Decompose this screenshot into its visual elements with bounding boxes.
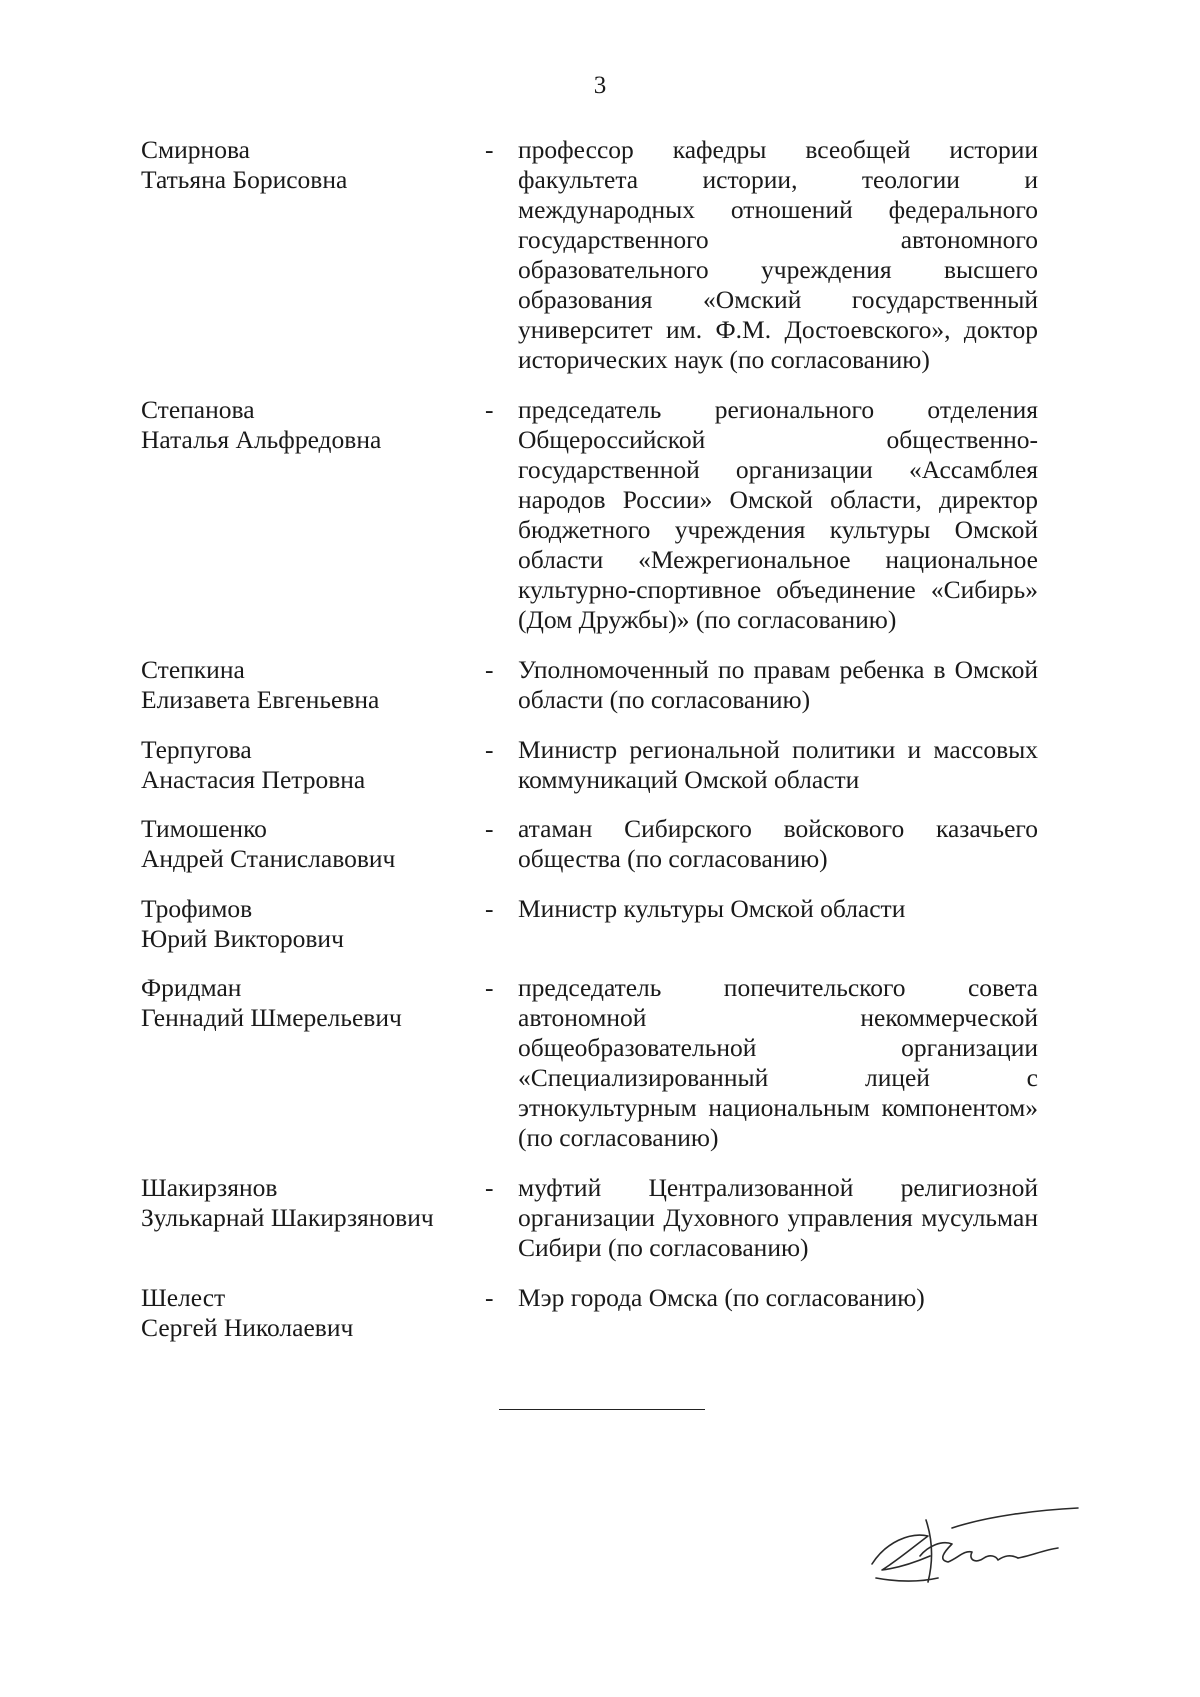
member-name xyxy=(141,395,471,455)
member-surname: Шакирзянов xyxy=(141,1173,278,1202)
member-entry xyxy=(141,135,1041,375)
member-name xyxy=(141,1173,471,1233)
member-surname: Смирнова xyxy=(141,135,250,164)
member-description: Министр региональной политики и массовых коммуникаций Омской области xyxy=(518,735,1038,794)
member-name xyxy=(141,814,471,874)
member-given-names: Елизавета Евгеньевна xyxy=(141,685,380,714)
member-given-names: Геннадий Шмерельевич xyxy=(141,1003,402,1032)
member-surname: Терпугова xyxy=(141,735,252,764)
member-dash: - xyxy=(485,973,494,1002)
member-name xyxy=(141,1283,471,1343)
member-entry xyxy=(141,1283,1041,1343)
member-dash: - xyxy=(485,395,494,424)
member-surname: Шелест xyxy=(141,1283,226,1312)
member-name xyxy=(141,735,471,795)
member-surname: Трофимов xyxy=(141,894,253,923)
member-given-names: Наталья Альфредовна xyxy=(141,425,382,454)
member-entry xyxy=(141,894,1041,954)
member-surname: Степкина xyxy=(141,655,245,684)
member-description: муфтий Централизованной религиозной организации Духовного управления мусульман Сибири (по согласованию) xyxy=(518,1173,1038,1262)
member-given-names: Зулькарнай Шакирзянович xyxy=(141,1203,434,1232)
member-entry xyxy=(141,395,1041,635)
member-given-names: Сергей Николаевич xyxy=(141,1313,354,1342)
member-dash: - xyxy=(485,135,494,164)
member-given-names: Андрей Станиславович xyxy=(141,844,396,873)
closing-rule xyxy=(499,1409,705,1410)
member-given-names: Анастасия Петровна xyxy=(141,765,366,794)
member-entry xyxy=(141,814,1041,874)
member-description: Уполномоченный по правам ребенка в Омской области (по согласованию) xyxy=(518,655,1038,714)
member-dash: - xyxy=(485,655,494,684)
member-description: Министр культуры Омской области xyxy=(518,894,906,923)
member-description: председатель попечительского совета автономной некоммерческой общеобразовательной организации «Специализированный лицей с этнокультурным национальным компонентом» (по согласованию) xyxy=(518,973,1038,1152)
member-dash: - xyxy=(485,894,494,923)
member-entry xyxy=(141,973,1041,1153)
member-description: председатель регионального отделения Общероссийской общественно-государственной организации «Ассамблея народов России» Омской области, директор бюджетного учреждения культуры Омской области «Межрегиональное национальное культурно-спортивное объединение «Сибирь» (Дом Дружбы)» (по согласованию) xyxy=(518,395,1038,634)
member-entry xyxy=(141,1173,1041,1263)
handwritten-signature xyxy=(868,1498,1082,1590)
member-given-names: Татьяна Борисовна xyxy=(141,165,348,194)
member-surname: Тимошенко xyxy=(141,814,267,843)
member-given-names: Юрий Викторович xyxy=(141,924,344,953)
page-number: 3 xyxy=(593,72,607,99)
member-surname: Степанова xyxy=(141,395,255,424)
member-description: профессор кафедры всеобщей истории факультета истории, теологии и международных отношений федерального государственного автономного образовательного учреждения высшего образования «Омский государственный университет им. Ф.М. Достоевского», доктор исторических наук (по согласованию) xyxy=(518,135,1038,374)
member-name xyxy=(141,655,471,715)
member-dash: - xyxy=(485,1283,494,1312)
member-description: Мэр города Омска (по согласованию) xyxy=(518,1283,925,1312)
member-entry xyxy=(141,655,1041,715)
member-dash: - xyxy=(485,1173,494,1202)
member-dash: - xyxy=(485,814,494,843)
member-surname: Фридман xyxy=(141,973,242,1002)
member-name xyxy=(141,894,471,954)
member-dash: - xyxy=(485,735,494,764)
member-description: атаман Сибирского войскового казачьего общества (по согласованию) xyxy=(518,814,1038,873)
member-entry xyxy=(141,735,1041,795)
member-name xyxy=(141,135,471,195)
member-name xyxy=(141,973,471,1033)
